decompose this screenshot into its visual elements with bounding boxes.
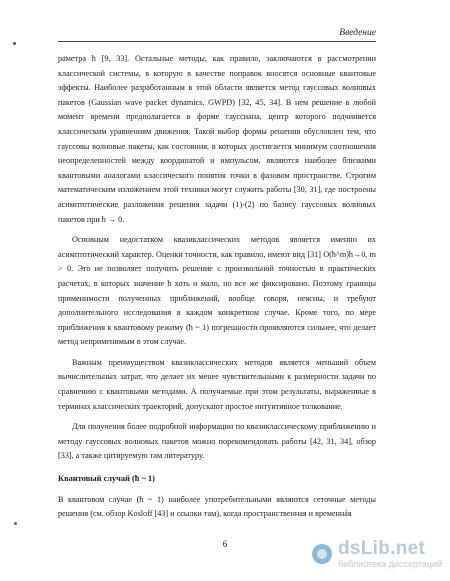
section-heading: Квантовый случай (ħ ~ 1) [58, 474, 155, 484]
margin-mark [13, 42, 16, 45]
watermark-text [338, 539, 442, 569]
body-text [58, 52, 376, 522]
margin-mark [14, 522, 17, 525]
watermark [312, 539, 442, 569]
paragraph: В квантовом случае (ħ ~ 1) наиболее употребительными являются сеточные методы решения (см. обзор Kosloff [43] и ссылки там), когда пространственная и временнáя [58, 494, 376, 519]
paragraph: раметра ħ [9, 33]. Остальные методы, как правило, заключаются в рассмотрении классической системы, в которую в качестве поправок вносятся основные квантовые эффекты. Наиболее разработанным в этой области является метод гауссовых волновых пакетов (Gaussian wave packet dynamics, GWPD) [32, 45, 34]. В нем решение в любой момент времени предполагается в форме гауссиана, центр которого подчиняется классическим уравнениям движения. Такой выбор формы решения обусловлен тем, что гауссовы волновые пакеты, как состояния, в которых достигается минимум соотношения неопределенностей между координатой и импульсом, являются наиболее близкими квантовыми аналогами классического понятия точки в фазовом пространстве. Строгим математическим изложением этой техники могут служить работы [30, 31], где построены асимптотические разложения решения задачи (1)-(2) по базису гауссовых волновых пакетов при ħ → 0. [58, 54, 376, 224]
watermark-logo-icon [312, 544, 332, 564]
paragraph: Основным недостатком квазиклассических методов является именно их асимптотический характер. Оценки точности, как правило, имеют вид [31] O(ħ^m)ħ→0, m > 0. Это не позволяет получить решение с произвольной точностью в практических расчетах, в которых значение ħ хоть и мало, но все же фиксировано. Поэтому границы применимости полученных приближений, вообще говоря, неясны, и требуют дополнительного исследования в каждом конкретном случае. Кроме того, по мере приближения к квантовому режиму (ħ ~ 1) погрешности проявляются сильнее, что делает метод неприменимым в этом случае. [58, 235, 376, 347]
page-number: 6 [222, 539, 228, 549]
watermark-main: dsLib.net [337, 538, 426, 559]
paragraph: Для получения более подробной информации по квазиклассическому приближению и методу гауссовых волновых пакетов можно порекомендовать работы [42, 31, 34], обзор [33], а также цитируемую там литературу. [58, 422, 376, 461]
header-rule [58, 41, 376, 42]
watermark-sub: библиотека диссертаций [337, 559, 442, 569]
paragraph: Важным преимуществом квазиклассических методов является меньший объем вычислительных затрат, что делает их менее чувствительными к размерности задачи по сравнению с квантовыми методами. А получаемые при этом результаты, выраженные в терминах классических траекторий, допускают простое интуитивное толкование. [58, 357, 376, 411]
running-header: Введение [339, 28, 376, 38]
